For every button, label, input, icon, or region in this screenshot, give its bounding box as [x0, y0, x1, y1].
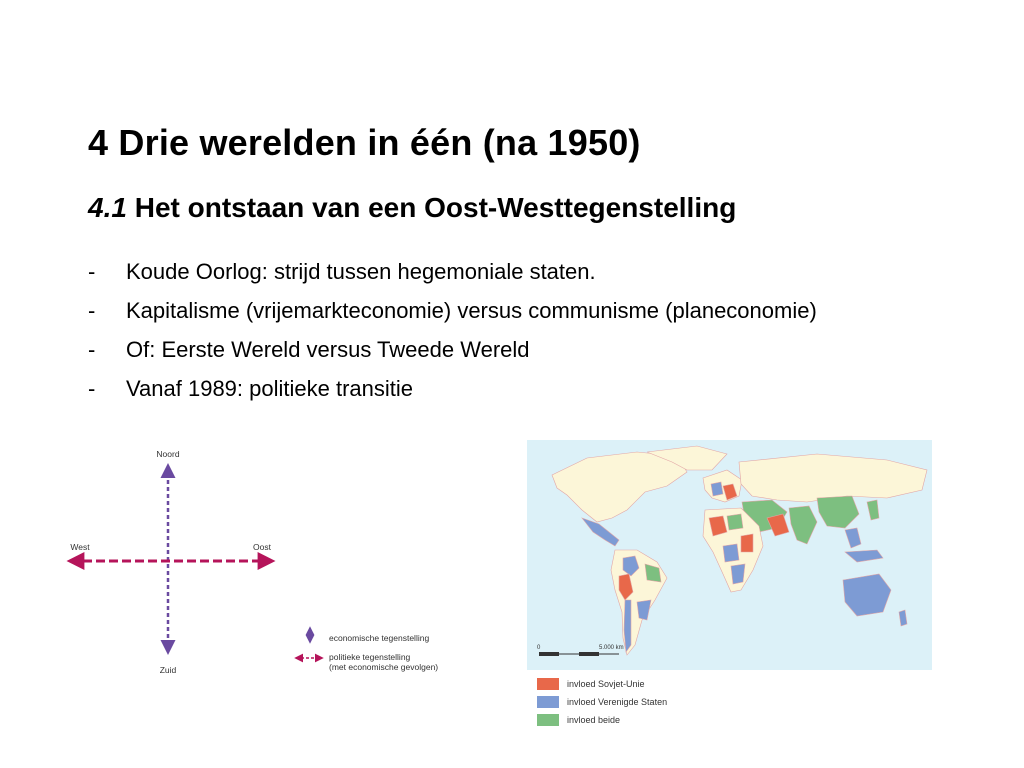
map-legend: [537, 676, 737, 730]
scale-zero-label: 0: [537, 645, 541, 651]
bullet-dash: -: [88, 298, 96, 323]
scale-distance-label: 5.000 km: [599, 645, 624, 651]
bullet-item: [88, 333, 848, 366]
legend-row: [537, 676, 737, 691]
legend-swatch-both: [537, 714, 559, 726]
region-southern-africa: [731, 564, 745, 584]
legend-row: [537, 712, 737, 727]
legend-economic-label: economische tegenstelling: [329, 633, 430, 643]
legend-label: invloed Verenigde Staten: [567, 696, 668, 707]
legend-swatch-soviet: [537, 678, 559, 690]
region-west-europe: [711, 482, 723, 496]
bullet-dash: -: [88, 259, 96, 284]
slide-title: 4 Drie werelden in één (na 1950): [88, 122, 641, 163]
region-ethiopia: [741, 534, 753, 552]
slide-subtitle: [88, 192, 736, 224]
legend-political-sublabel: (met economische gevolgen): [329, 662, 439, 672]
bullet-dash: -: [88, 337, 96, 362]
bullet-list: [88, 255, 848, 411]
west-label: West: [70, 542, 90, 552]
bullet-dash: -: [88, 376, 96, 401]
north-label: Noord: [156, 449, 180, 459]
subtitle-text: Het ontstaan van een Oost-Westtegenstelling: [126, 192, 737, 223]
bullet-item: [88, 294, 848, 327]
south-label: Zuid: [159, 665, 177, 675]
bullet-text: Koude Oorlog: strijd tussen hegemoniale staten.: [126, 259, 596, 284]
region-central-africa: [723, 544, 739, 562]
scale-bar-segment: [539, 652, 559, 656]
region-libya-egypt: [727, 514, 743, 530]
legend-swatch-usa: [537, 696, 559, 708]
bullet-item: [88, 255, 848, 288]
compass-diagram: [60, 444, 480, 684]
subtitle-number: 4.1: [88, 192, 127, 223]
bullet-text: Of: Eerste Wereld versus Tweede Wereld: [126, 337, 530, 362]
legend-label: invloed beide: [567, 714, 621, 725]
region-chile: [624, 600, 631, 652]
legend-row: [537, 694, 737, 709]
bullet-item: [88, 372, 848, 405]
world-map: [527, 440, 932, 670]
east-label: Oost: [253, 542, 271, 552]
legend-political-label: politieke tegenstelling: [329, 652, 411, 662]
world-map-svg: [527, 440, 932, 670]
scale-bar-segment: [579, 652, 599, 656]
legend-label: invloed Sovjet-Unie: [567, 678, 645, 689]
bullet-text: Vanaf 1989: politieke transitie: [126, 376, 413, 401]
bullet-text: Kapitalisme (vrijemarkteconomie) versus communisme (planeconomie): [126, 298, 817, 323]
